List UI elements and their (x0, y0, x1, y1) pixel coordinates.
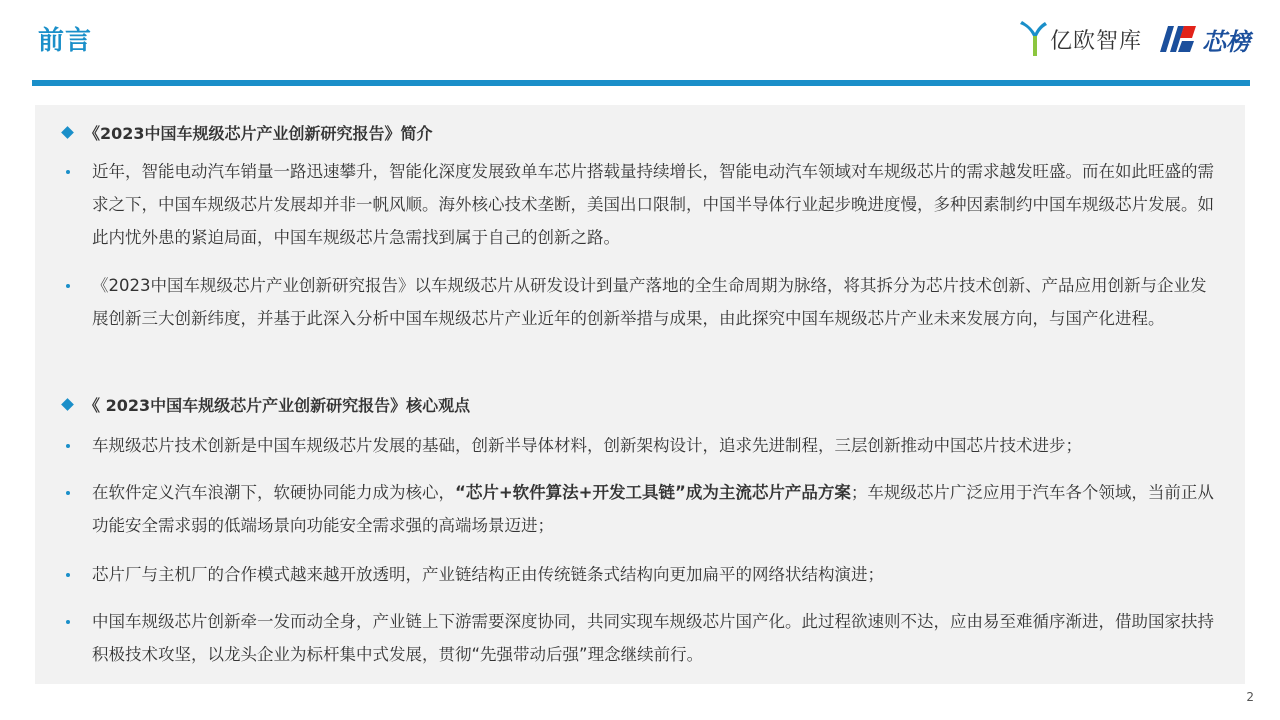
bullet-text: 车规级芯片技术创新是中国车规级芯片发展的基础，创新半导体材料，创新架构设计，追求先进制程，三层创新推动中国芯片技术进步； (92, 436, 1082, 455)
dot-bullet-icon (66, 573, 70, 577)
dot-bullet-icon (66, 170, 70, 174)
list-item (66, 476, 1221, 542)
yiou-logo-icon (1018, 20, 1048, 58)
list-item (66, 605, 1221, 671)
xinbang-logo-text: 芯榜 (1202, 27, 1250, 56)
content-panel (35, 105, 1245, 684)
diamond-bullet-icon (61, 398, 74, 411)
page-title: 前言 (38, 26, 93, 56)
bullet-text: 中国车规级芯片创新牵一发而动全身，产业链上下游需要深度协同，共同实现车规级芯片国产化。此过程欲速则不达，应由易至难循序渐进，借助国家扶持积极技术攻坚，以龙头企业为标杆集中式发展，贯彻“先强带动后强”理念继续前行。 (92, 612, 1214, 664)
diamond-bullet-icon (61, 126, 74, 139)
section-heading-text: 《 2023中国车规级芯片产业创新研究报告》核心观点 (84, 396, 471, 415)
section-heading-intro (63, 121, 433, 144)
bullet-text-tail: ；车规级芯片广泛应用于汽车各个领域，当前正从功能安全需求弱的低端场景向功能安全需求强的高端场景迈进； (92, 483, 1214, 535)
dot-bullet-icon (66, 491, 70, 495)
yiou-logo-text: 亿欧智库 (1049, 28, 1142, 54)
title-divider (32, 80, 1250, 86)
dot-bullet-icon (66, 284, 70, 288)
dot-bullet-icon (66, 620, 70, 624)
dot-bullet-icon (66, 444, 70, 448)
bullet-text: 芯片厂与主机厂的合作模式越来越开放透明，产业链结构正由传统链条式结构向更加扁平的网络状结构演进； (92, 565, 884, 584)
section-heading-text: 《2023中国车规级芯片产业创新研究报告》简介 (84, 124, 433, 143)
list-item (66, 155, 1221, 254)
bullet-text: 《2023中国车规级芯片产业创新研究报告》以车规级芯片从研发设计到量产落地的全生命周期为脉络，将其拆分为芯片技术创新、产品应用创新与企业发展创新三大创新纬度，并基于此深入分析中国车规级芯片产业近年的创新举措与成果，由此探究中国车规级芯片产业未来发展方向，与国产化进程。 (92, 276, 1207, 328)
list-item (66, 429, 1221, 462)
xinbang-logo (1154, 22, 1250, 57)
yiou-logo (1018, 20, 1142, 58)
page-number: 2 (1246, 690, 1254, 704)
logo-area (1018, 18, 1250, 60)
list-item (66, 269, 1221, 335)
xinbang-logo-icon (1154, 24, 1198, 54)
bullet-text-lead: 在软件定义汽车浪潮下，软硬协同能力成为核心， (92, 483, 455, 502)
list-item (66, 558, 1221, 591)
bullet-text (92, 476, 1221, 542)
bullet-text: 近年，智能电动汽车销量一路迅速攀升，智能化深度发展致单车芯片搭载量持续增长，智能电动汽车领域对车规级芯片的需求越发旺盛。而在如此旺盛的需求之下，中国车规级芯片发展却并非一帆风顺。海外核心技术垄断，美国出口限制，中国半导体行业起步晚进度慢，多种因素制约中国车规级芯片发展。如此内忧外患的紧迫局面，中国车规级芯片急需找到属于自己的创新之路。 (92, 162, 1214, 247)
section-heading-key-points (63, 393, 470, 416)
bullet-text-emphasis: “芯片+软件算法+开发工具链”成为主流芯片产品方案 (455, 483, 851, 502)
